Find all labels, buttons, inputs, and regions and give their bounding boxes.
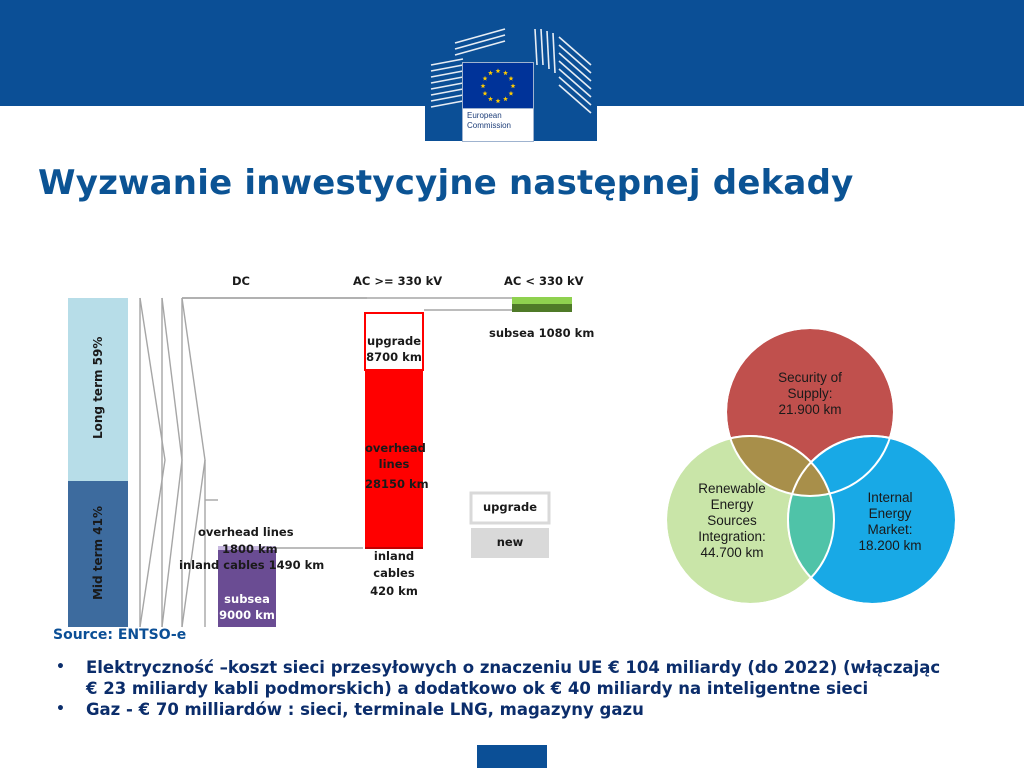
ac-high-overhead-label: overhead <box>365 441 426 455</box>
venn-renewable-label: Renewable Energy Sources Integration: 44.700 km <box>698 481 766 560</box>
ac-high-inland-label-2: cables <box>373 566 415 580</box>
header-dc: DC <box>232 274 250 288</box>
flow-lines <box>140 298 512 627</box>
bullet-item <box>52 657 952 699</box>
footer-tab <box>477 745 547 768</box>
ac-low-upgrade-bar <box>512 297 572 304</box>
ac-low-subsea-bar <box>512 304 572 312</box>
legend-new-label: new <box>496 535 524 549</box>
bullet-text: Elektryczność –koszt sieci przesyłowych o znaczeniu UE € 104 miliardy (do 2022) (włączając € 23 miliardy kabli podmorskich) a dodatkowo ok € 40 miliardy na inteligentne sieci <box>86 658 941 698</box>
mid-term-label: Mid term 41% <box>91 505 105 601</box>
bullet-text: Gaz - € 70 milliardów : sieci, terminale LNG, magazyny gazu <box>86 700 644 719</box>
logo-text: European Commission <box>463 109 533 141</box>
dc-subsea-km: 9000 km <box>219 608 275 622</box>
bullet-item <box>52 699 952 720</box>
long-term-label: Long term 59% <box>91 336 105 439</box>
header-ac-high: AC >= 330 kV <box>353 274 443 288</box>
ac-high-inland-label: inland <box>373 549 415 563</box>
legend-upgrade-label: upgrade <box>482 500 538 514</box>
ac-high-inland-km: 420 km <box>370 584 418 598</box>
dc-overhead-km: 1800 km <box>222 542 278 556</box>
bullet-dot-icon: • <box>56 659 65 675</box>
ac-high-upgrade-label: upgrade <box>366 334 422 348</box>
dc-inland-label: inland cables 1490 km <box>179 558 325 572</box>
venn-diagram <box>660 325 960 610</box>
ac-high-upgrade-km: 8700 km <box>366 350 422 364</box>
ac-high-overhead-label-2: lines <box>378 457 410 471</box>
header-ac-low: AC < 330 kV <box>504 274 584 288</box>
dc-subsea-label: subsea <box>224 592 270 606</box>
dc-overhead-label: overhead lines <box>198 525 294 539</box>
ac-high-overhead-km: 28150 km <box>365 477 429 491</box>
ac-low-subsea-label: subsea 1080 km <box>489 326 595 340</box>
source-label: Source: ENTSO-e <box>53 627 187 643</box>
venn-internal-label: Internal Energy Market: 18.200 km <box>858 490 922 553</box>
venn-security-label: Security of Supply: 21.900 km <box>778 370 842 417</box>
page-title: Wyzwanie inwestycyjne następnej dekady <box>38 163 854 203</box>
bullet-dot-icon: • <box>56 701 65 717</box>
bullet-list <box>52 657 952 720</box>
